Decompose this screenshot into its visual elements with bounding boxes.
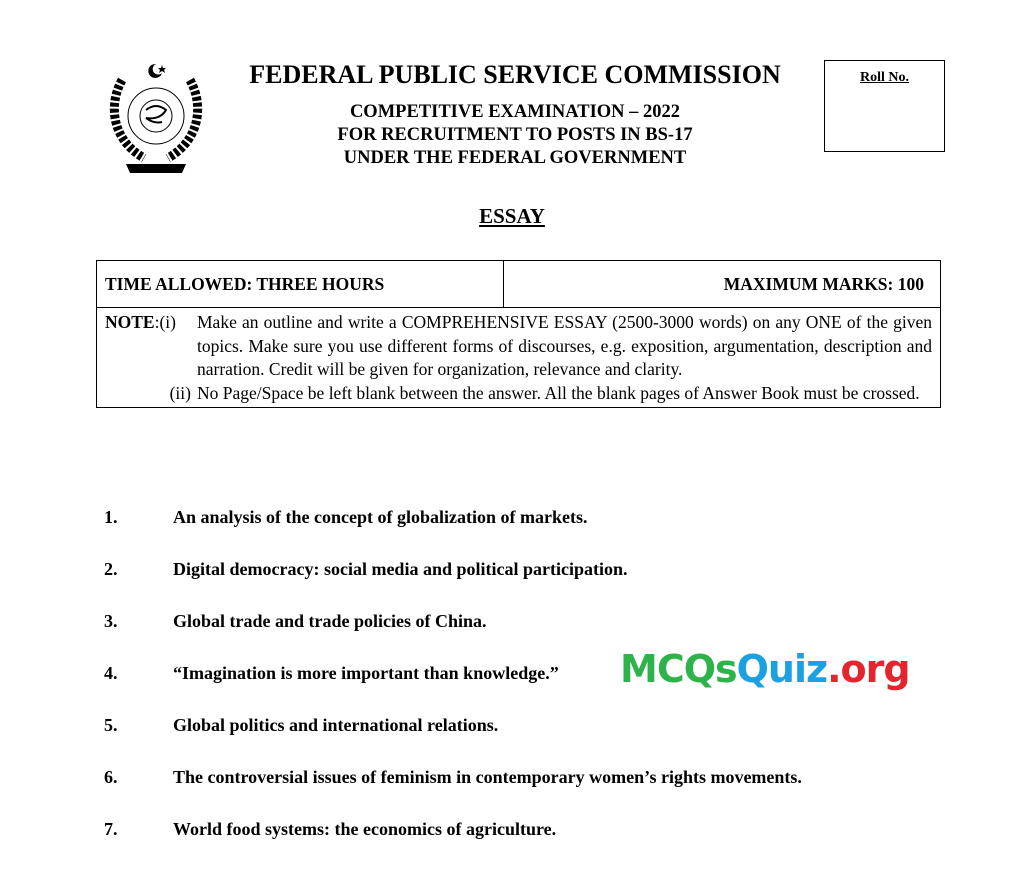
roll-label: Roll No. xyxy=(860,70,909,85)
note-ii: No Page/Space be left blank between the answer. All the blank pages of Answer Book must be crossed. xyxy=(197,382,920,403)
topic-item xyxy=(104,767,802,819)
watermark-logo xyxy=(620,647,910,691)
exam-line-2: FOR RECRUITMENT TO POSTS IN BS-17 xyxy=(337,125,693,145)
topic-number: 6. xyxy=(104,767,118,787)
topic-item xyxy=(104,507,802,559)
roll-number-box[interactable] xyxy=(824,60,945,152)
topic-number: 7. xyxy=(104,819,118,839)
subject-title: ESSAY xyxy=(479,204,545,228)
topic-text: The controversial issues of feminism in contemporary women’s rights movements. xyxy=(173,767,802,787)
topic-number: 5. xyxy=(104,715,118,735)
note-cell xyxy=(97,308,941,408)
topic-text: Global trade and trade policies of China. xyxy=(173,611,487,631)
commission-title: FEDERAL PUBLIC SERVICE COMMISSION xyxy=(249,60,781,89)
topic-number: 3. xyxy=(104,611,118,631)
watermark-part-2: Quiz xyxy=(736,647,828,691)
topic-number: 4. xyxy=(104,663,118,683)
note-label: NOTE xyxy=(105,312,155,332)
note-i: Make an outline and write a COMPREHENSIVE ESSAY (2500-3000 words) on any ONE of the given topics. Make sure you use different forms of discourses, e.g. exposition, argumentation, description and narration. Credit will be given for organization, relevance and clarity. xyxy=(197,312,932,379)
note-ii-number: (ii) xyxy=(169,382,191,403)
topic-text: Digital democracy: social media and political participation. xyxy=(173,559,628,579)
exam-line-3: UNDER THE FEDERAL GOVERNMENT xyxy=(343,148,687,168)
topic-text: An analysis of the concept of globalization of markets. xyxy=(173,507,588,527)
watermark-part-1: MCQs xyxy=(620,647,737,691)
topic-text: “Imagination is more important than knowledge.” xyxy=(173,663,559,683)
fpsc-logo xyxy=(104,60,208,178)
exam-info-table xyxy=(96,260,941,408)
maximum-marks: MAXIMUM MARKS: 100 xyxy=(504,261,941,308)
topic-item xyxy=(104,559,802,611)
watermark-part-3: .org xyxy=(827,647,910,691)
time-allowed: TIME ALLOWED: THREE HOURS xyxy=(97,261,504,308)
topic-text: Global politics and international relations. xyxy=(173,715,499,735)
note-i-number: :(i) xyxy=(154,312,176,332)
topic-text: World food systems: the economics of agriculture. xyxy=(173,819,557,839)
topic-item xyxy=(104,715,802,767)
exam-line-1: COMPETITIVE EXAMINATION – 2022 xyxy=(349,102,681,122)
topic-number: 2. xyxy=(104,559,118,579)
topic-item xyxy=(104,819,802,871)
topic-number: 1. xyxy=(104,507,118,527)
